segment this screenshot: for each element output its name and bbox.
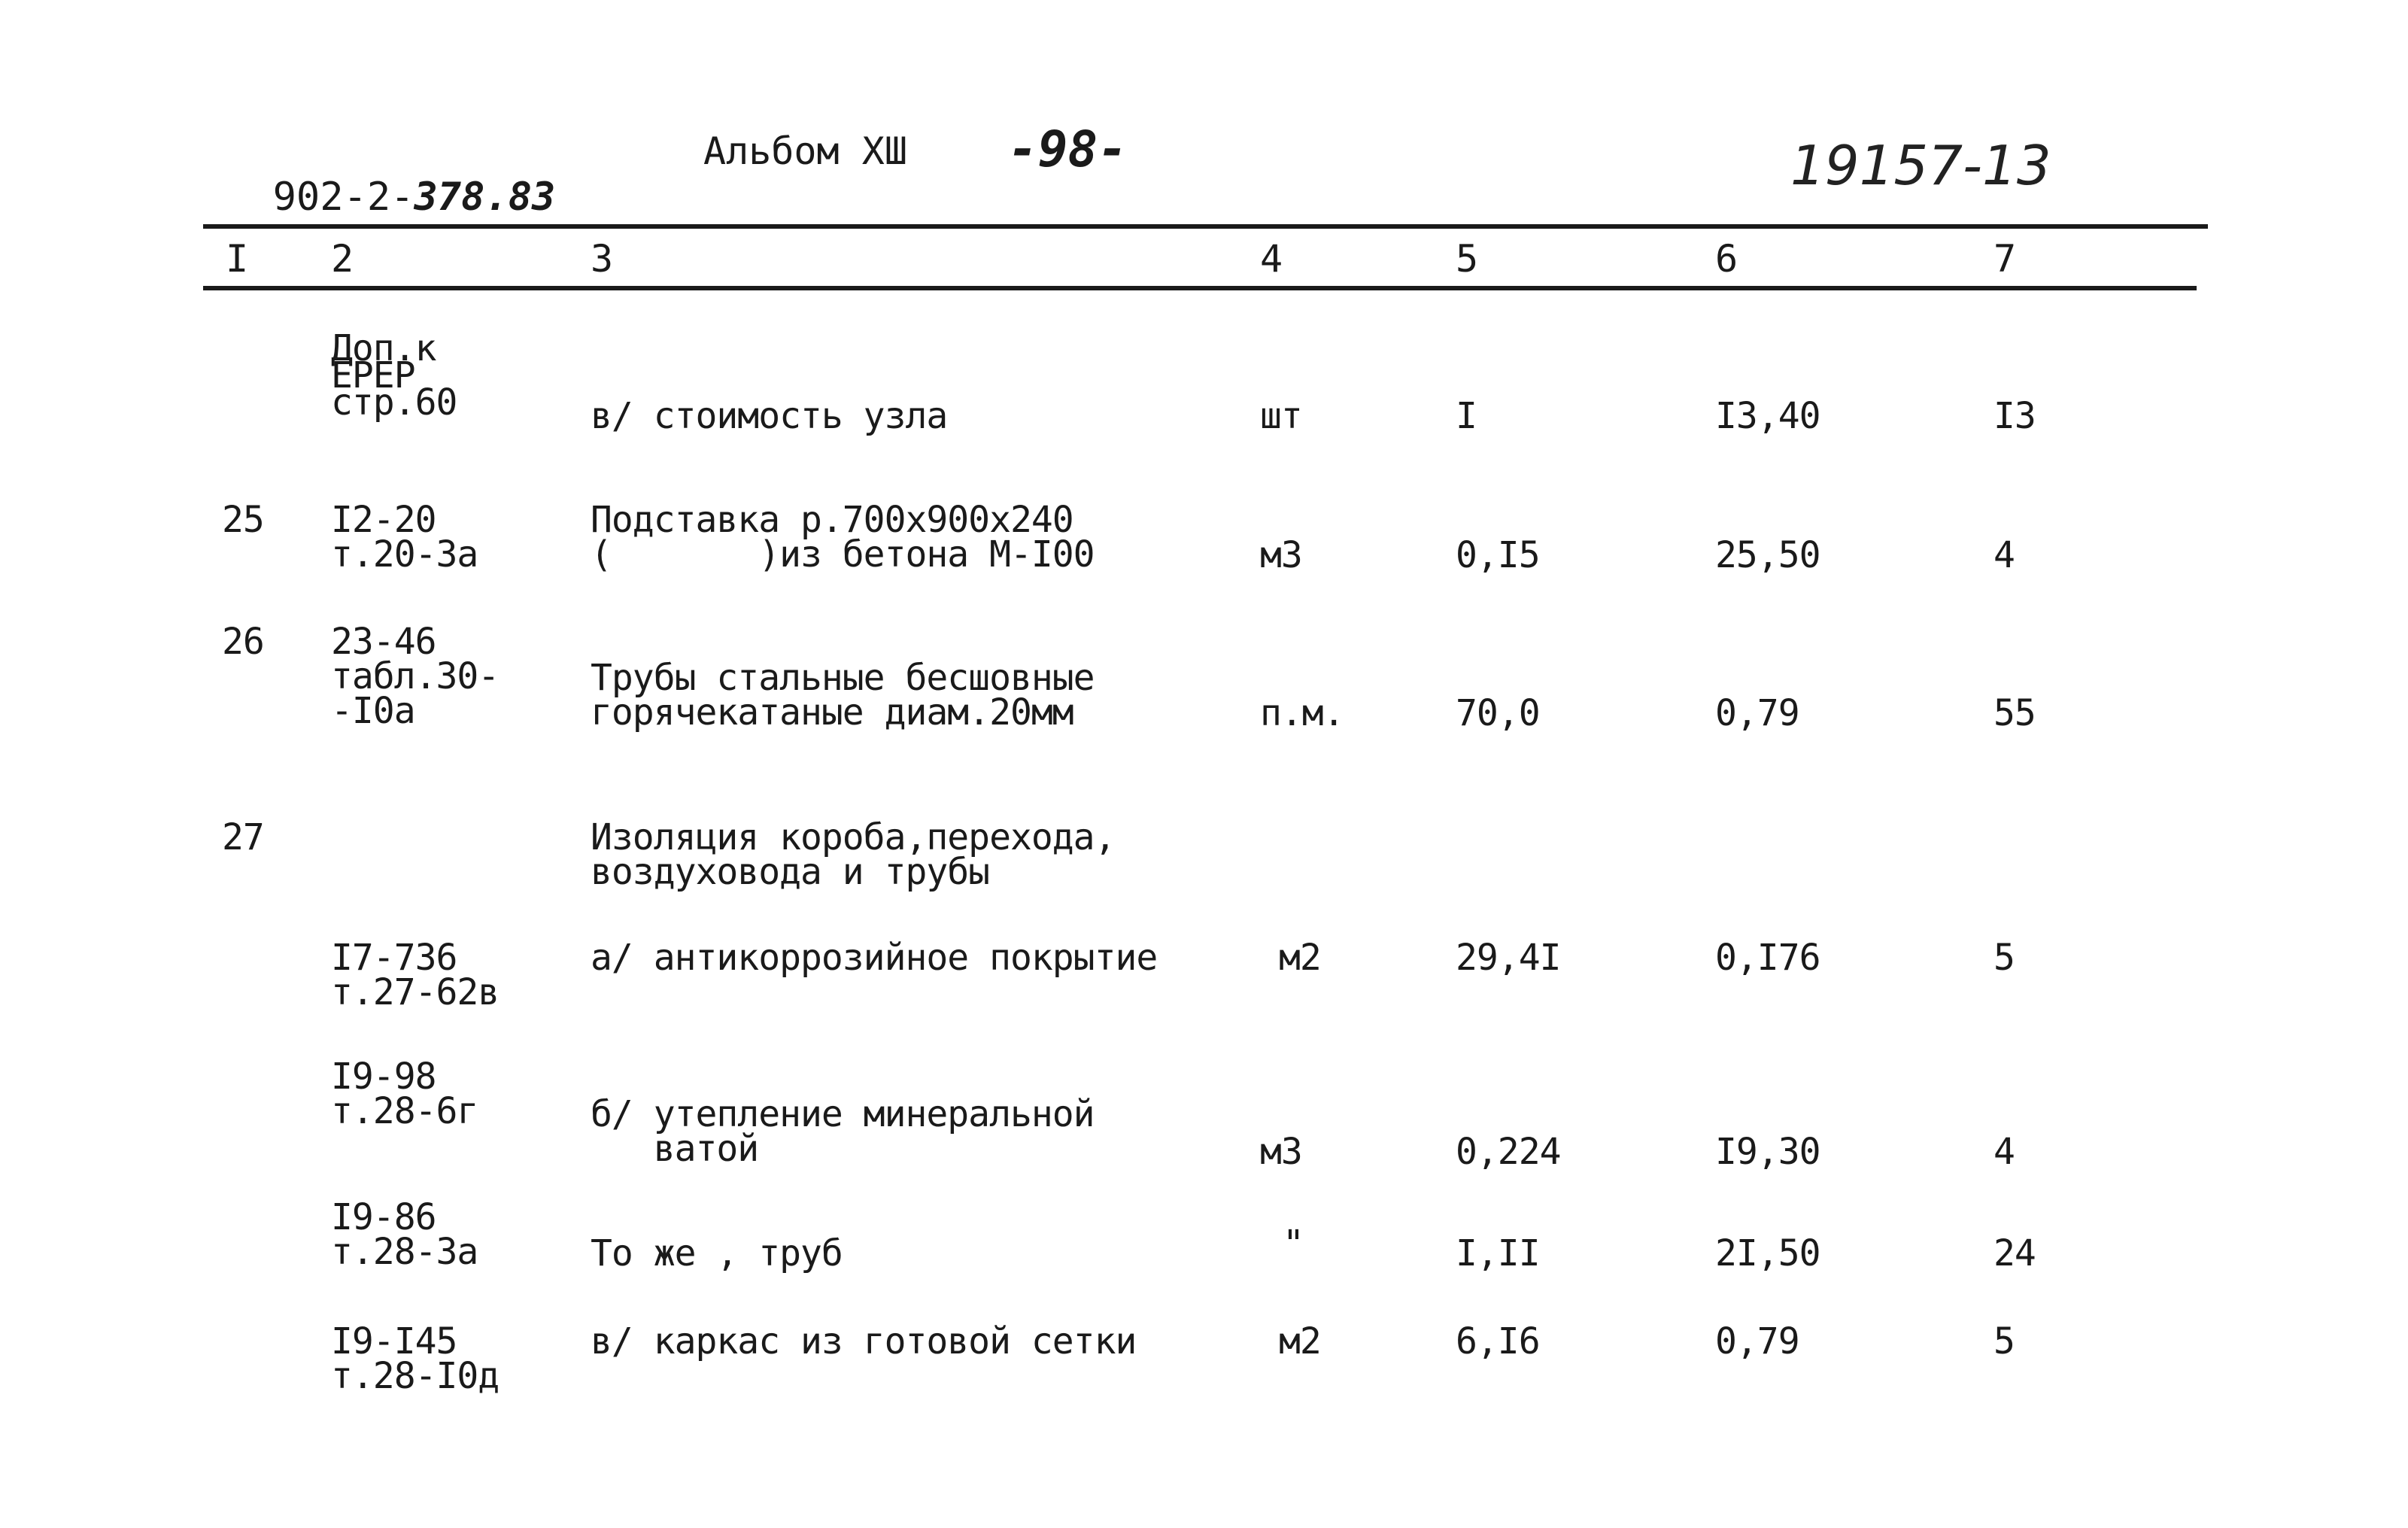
page-number: -98- — [1008, 120, 1128, 178]
top-rule — [203, 224, 2208, 229]
column-header: I — [226, 237, 249, 281]
row-price: 2I,50 — [1715, 1232, 1820, 1274]
row-total: 24 — [1994, 1232, 2036, 1274]
row-price: 0,79 — [1715, 1320, 1799, 1362]
row-name: б/ утепление минеральной ватой — [591, 1093, 1095, 1170]
row-quantity: 0,I5 — [1456, 534, 1540, 576]
row-number: 25 — [222, 499, 264, 541]
row-quantity: I — [1456, 395, 1477, 437]
column-header: 6 — [1715, 237, 1738, 281]
row-price: 0,79 — [1715, 692, 1799, 734]
row-name: в/ стоимость узла — [591, 395, 948, 437]
document-code-handwritten: 378.83 — [414, 175, 556, 220]
row-quantity: 6,I6 — [1456, 1320, 1540, 1362]
row-unit: п.м. — [1260, 692, 1344, 734]
row-quantity: 70,0 — [1456, 692, 1540, 734]
album-label: Альбом XШ — [703, 129, 907, 173]
row-unit: м2 — [1279, 1320, 1321, 1362]
row-reference: I2-20 т.20-3а — [331, 499, 478, 576]
header-bottom-rule — [203, 286, 2197, 290]
row-unit: шт — [1260, 395, 1302, 437]
row-name: Изоляция короба,перехода, воздуховода и трубы — [591, 816, 1116, 893]
row-name: а/ антикоррозийное покрытие — [591, 937, 1158, 979]
row-total: 5 — [1994, 1320, 2015, 1362]
row-total: I3 — [1994, 395, 2036, 437]
row-unit: м3 — [1260, 534, 1302, 576]
row-reference: 23-46 табл.30- -I0а — [331, 621, 500, 732]
row-name: Подставка р.700х900х240 ( )из бетона М-I00 — [591, 499, 1095, 576]
row-price: 0,I76 — [1715, 937, 1820, 979]
row-reference: I7-736 т.27-62в — [331, 937, 500, 1013]
row-number: 26 — [222, 621, 264, 663]
row-name: То же , труб — [591, 1232, 843, 1274]
row-total: 55 — [1994, 692, 2036, 734]
sheet-number: 19157-13 — [1790, 134, 2051, 197]
document-code — [226, 129, 555, 220]
row-total: 5 — [1994, 937, 2015, 979]
row-price: 25,50 — [1715, 534, 1820, 576]
column-header: 3 — [591, 237, 614, 281]
column-header: 5 — [1456, 237, 1479, 281]
column-header: 7 — [1994, 237, 2017, 281]
row-unit: м2 — [1279, 937, 1321, 979]
row-reference: I9-86 т.28-3а — [331, 1196, 478, 1273]
document-code-printed: 902-2- — [272, 175, 414, 220]
row-reference: I9-98 т.28-6г — [331, 1056, 478, 1132]
row-reference: I9-I45 т.28-I0д — [331, 1320, 500, 1397]
row-reference: Доп.к ЕРЕР стр.60 — [331, 327, 457, 424]
row-total: 4 — [1994, 534, 2015, 576]
row-unit: " — [1283, 1223, 1304, 1265]
row-quantity: I,II — [1456, 1232, 1540, 1274]
row-name: Трубы стальные бесшовные горячекатаные диам.20мм — [591, 657, 1095, 734]
row-number: 27 — [222, 816, 264, 858]
column-header: 4 — [1260, 237, 1283, 281]
row-quantity: 0,224 — [1456, 1131, 1561, 1173]
row-quantity: 29,4I — [1456, 937, 1561, 979]
row-price: I9,30 — [1715, 1131, 1820, 1173]
row-unit: м3 — [1260, 1131, 1302, 1173]
column-header: 2 — [331, 237, 354, 281]
row-total: 4 — [1994, 1131, 2015, 1173]
row-name: в/ каркас из готовой сетки — [591, 1320, 1137, 1362]
row-price: I3,40 — [1715, 395, 1820, 437]
